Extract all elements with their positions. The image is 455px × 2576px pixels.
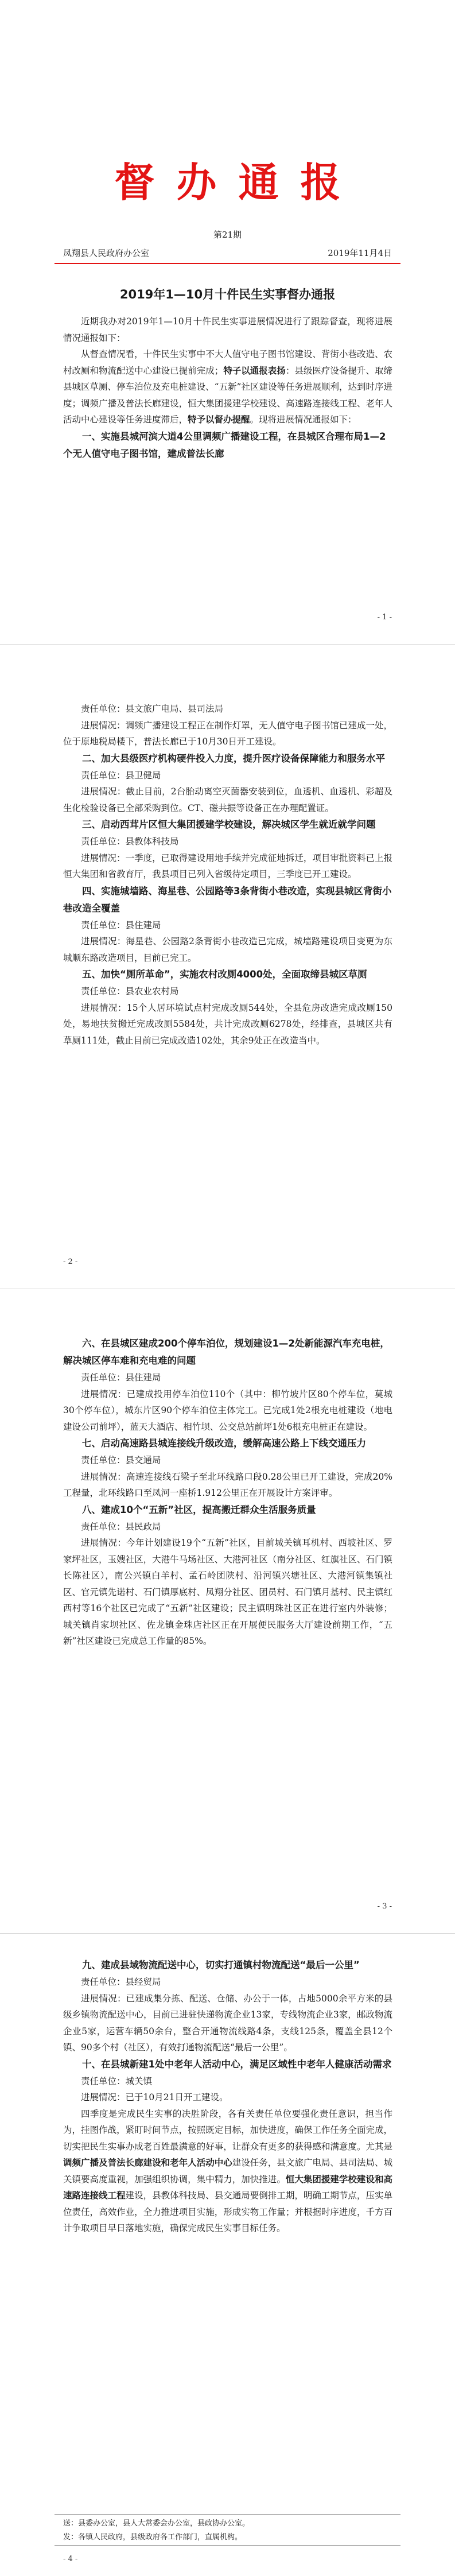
item-6-progress: 进展情况：已建成投用停车泊位110个（其中：柳竹坡片区80个停车位，莫城30个停车位），城东片区90个停车泊位主体完工。已完成1处2根充电桩建设（地电建设公司前坪），蓝天大酒店、相竹坝、公交总站前坪1处6根充电桩正在建设。 [63, 1388, 392, 1432]
page-number: - 4 - [63, 2555, 78, 2563]
item-4-heading: 四、实施城墙路、海星巷、公园路等3条背街小巷改造，实现县城区背街小巷改造全覆盖 [63, 885, 392, 914]
item-4-progress: 进展情况：海星巷、公园路2条背街小巷改造已完成，城墙路建设项目变更为东城顺东路改造项目，目前已完工。 [63, 936, 392, 963]
page-number: - 2 - [63, 1258, 78, 1266]
item-7-responsible: 责任单位：县交通局 [81, 1455, 161, 1465]
page-2-content [63, 701, 392, 1049]
document-banner: 督办通报 [114, 159, 363, 206]
item-9-responsible: 责任单位：县经贸局 [81, 1977, 161, 1987]
page-4-content [63, 1957, 392, 2237]
page-3 [0, 1289, 455, 1933]
item-5-progress: 进展情况：15个人居环境试点村完成改厕544处，全县危房改造完成改厕150处，易地扶贫搬迁完成改厕5584处，共计完成改厕6278处，经排查，县城区共有草厕111处，截止目前已完成改造102处，其余9处正在改造当中。 [63, 1002, 392, 1046]
page-number: - 1 - [377, 613, 392, 622]
item-1-progress: 进展情况：调频广播建设工程正在制作灯罩，无人值守电子图书馆已建成一处，位于原地税局楼下，普法长廊已于10月30日开工建设。 [63, 720, 392, 747]
footer-distribution: 发：各镇人民政府，县级政府各工作部门，直属机构。 [63, 2533, 243, 2542]
item-1-responsible: 责任单位：县文旅广电局、县司法局 [81, 704, 224, 714]
issue-date: 2019年11月4日 [328, 248, 392, 258]
item-5-heading: 五、加快“厕所革命”，实施农村改厕4000处，全面取缔县城区草厕 [82, 969, 367, 980]
item-9-heading: 九、建成县域物流配送中心，切实打通镇村物流配送“最后一公里” [82, 1960, 360, 1970]
item-7-progress: 进展情况：高速连接线石梁子至北环线路口段0.28公里已开工建设，完成20%工程量，北环线路口至凤河一座桥1.912公里正在开展设计方案评审。 [63, 1471, 392, 1498]
page-number: - 3 - [377, 1902, 392, 1911]
footer-recipients: 送：县委办公室，县人大常委会办公室，县政协办公室。 [63, 2519, 250, 2528]
issue-number: 第21期 [213, 230, 242, 240]
page-1-content [63, 313, 392, 463]
red-divider [55, 263, 400, 264]
item-10-heading: 十、在县城新建1处中老年人活动中心，满足区域性中老年人健康活动需求 [82, 2058, 392, 2070]
closing-paragraph: 四季度是完成民生实事的决胜阶段，各有关责任单位要强化责任意识，担当作为，挂图作战，紧盯时间节点，按照既定目标，加快进度，确保工作任务全面完成，切实把民生实事办成老百姓最满意的好事，让群众有更多的获得感和满意度。尤其是调频广播及普法长廊建设和老年人活动中心建设任务，县文旅广电局、县司法局、城关镇要高度重视，加强组织协调，集中精力，加快推进。恒大集团援建学校建设和高速路连接线工程建设，县教体科技局、县交通局要倒排工期，明确工期节点，压实单位责任，高效作业，全力推进项目实施，形成实物工作量；并根据时序进度，千方百计争取项目早日落地实施，确保完成民生实事目标任务。 [63, 2108, 392, 2233]
item-2-responsible: 责任单位：县卫健局 [81, 770, 161, 781]
item-3-heading: 三、启动西茸片区恒大集团援建学校建设，解决城区学生就近就学问题 [82, 819, 376, 830]
item-3-responsible: 责任单位：县教体科技局 [81, 836, 179, 847]
item-6-responsible: 责任单位：县住建局 [81, 1372, 161, 1383]
item-6-heading: 六、在县城区建成200个停车泊位，规划建设1—2处新能源汽车充电桩，解决城区停车难和充电难的问题 [63, 1338, 390, 1366]
item-7-heading: 七、启动高速路县城连接线升级改造，缓解高速公路上下线交通压力 [82, 1438, 366, 1449]
item-2-progress: 进展情况：截止目前，2台胎动离空灭菌器安装到位，血透机、血透机、彩超及生化检验设备已全部采购到位。CT、磁共振等设备正在办理配置证。 [63, 786, 392, 813]
distribution-footer [63, 2517, 392, 2544]
page-3-content [63, 1335, 392, 1650]
page-4 [0, 1934, 455, 2576]
item-3-progress: 进展情况：一季度，已取得建设用地手续并完成征地拆迁，项目审批资料已上报恒大集团和省教育厅，我县项目已列入省级待定项目，三季度已开工建设。 [63, 852, 392, 879]
item-10-responsible: 责任单位：城关镇 [81, 2075, 153, 2086]
item-8-responsible: 责任单位：县民政局 [81, 1521, 161, 1532]
item-9-progress: 进展情况：已建成集分拣、配送、仓储、办公于一体，占地5000余平方米的县级乡镇物流配送中心，目前已进驻快递物流企业13家，专线物流企业3家，邮政物流企业5家，运营车辆50余台，整合开通物流线路4条，支线125条，覆盖全县12个镇、90多个村（社区），有效打通物流配送“最后一公里”。 [63, 1993, 392, 2053]
intro-paragraph: 近期我办对2019年1—10月十件民生实事进展情况进行了跟踪督查，现将进展情况通报如下： [63, 316, 392, 343]
item-1-heading: 一、实施县城河滨大道4公里调频广播建设工程，在县城区合理布局1—2个无人值守电子图书馆，建成普法长廊 [63, 430, 386, 459]
issuer: 凤翔县人民政府办公室 [63, 248, 150, 258]
document-title: 2019年1—10月十件民生实事督办通报 [119, 288, 336, 301]
item-2-heading: 二、加大县级医疗机构硬件投入力度，提升医疗设备保障能力和服务水平 [82, 752, 385, 764]
page-2 [0, 645, 455, 1289]
page-1 [0, 0, 455, 644]
item-5-responsible: 责任单位：县农业农村局 [81, 986, 179, 996]
item-4-responsible: 责任单位：县住建局 [81, 920, 161, 930]
item-10-progress: 进展情况：已于10月21日开工建设。 [81, 2092, 228, 2102]
item-8-progress: 进展情况：今年计划建设19个“五新”社区，目前城关镇耳机村、西坡社区、罗家坪社区，玉嫂社区，大港牛马场社区、大港河社区（南分社区、红旗社区、石门镇长陈社区），南公兴镇白羊村、孟石岭团陕村、沿河镇兴塘社区、大港河镇集镇社区、官元镇先诺村、石门镇厚底村、凤翔分社区、团员村、石门镇月基村、民主镇红西村等16个社区已完成了“五新”社区建设；民主镇明珠社区正在进行室内外装修；城关镇肖家坝社区、佐龙镇金珠店社区正在开展便民服务大厅建设前期工作，“五新”社区建设已完成总工作量的85%。 [63, 1538, 392, 1646]
item-8-heading: 八、建成10个“五新”社区，提高搬迁群众生活服务质量 [82, 1504, 316, 1515]
summary-paragraph: 从督查情况看，十件民生实事中不大人值守电子图书馆建设、背街小巷改造、农村改厕和物流配送中心建设已提前完成；特子以通报表扬：县级医疗设备提升、取缔县城区草厕、停车泊位及充电桩建设、“五新”社区建设等任务进展顺利，达到时序进度；调频广播及普法长廊建设，恒大集团援建学校建设、高速路连接线工程、老年人活动中心建设等任务进度滞后，特予以督办提醒。现将进展情况通报如下： [63, 349, 392, 425]
